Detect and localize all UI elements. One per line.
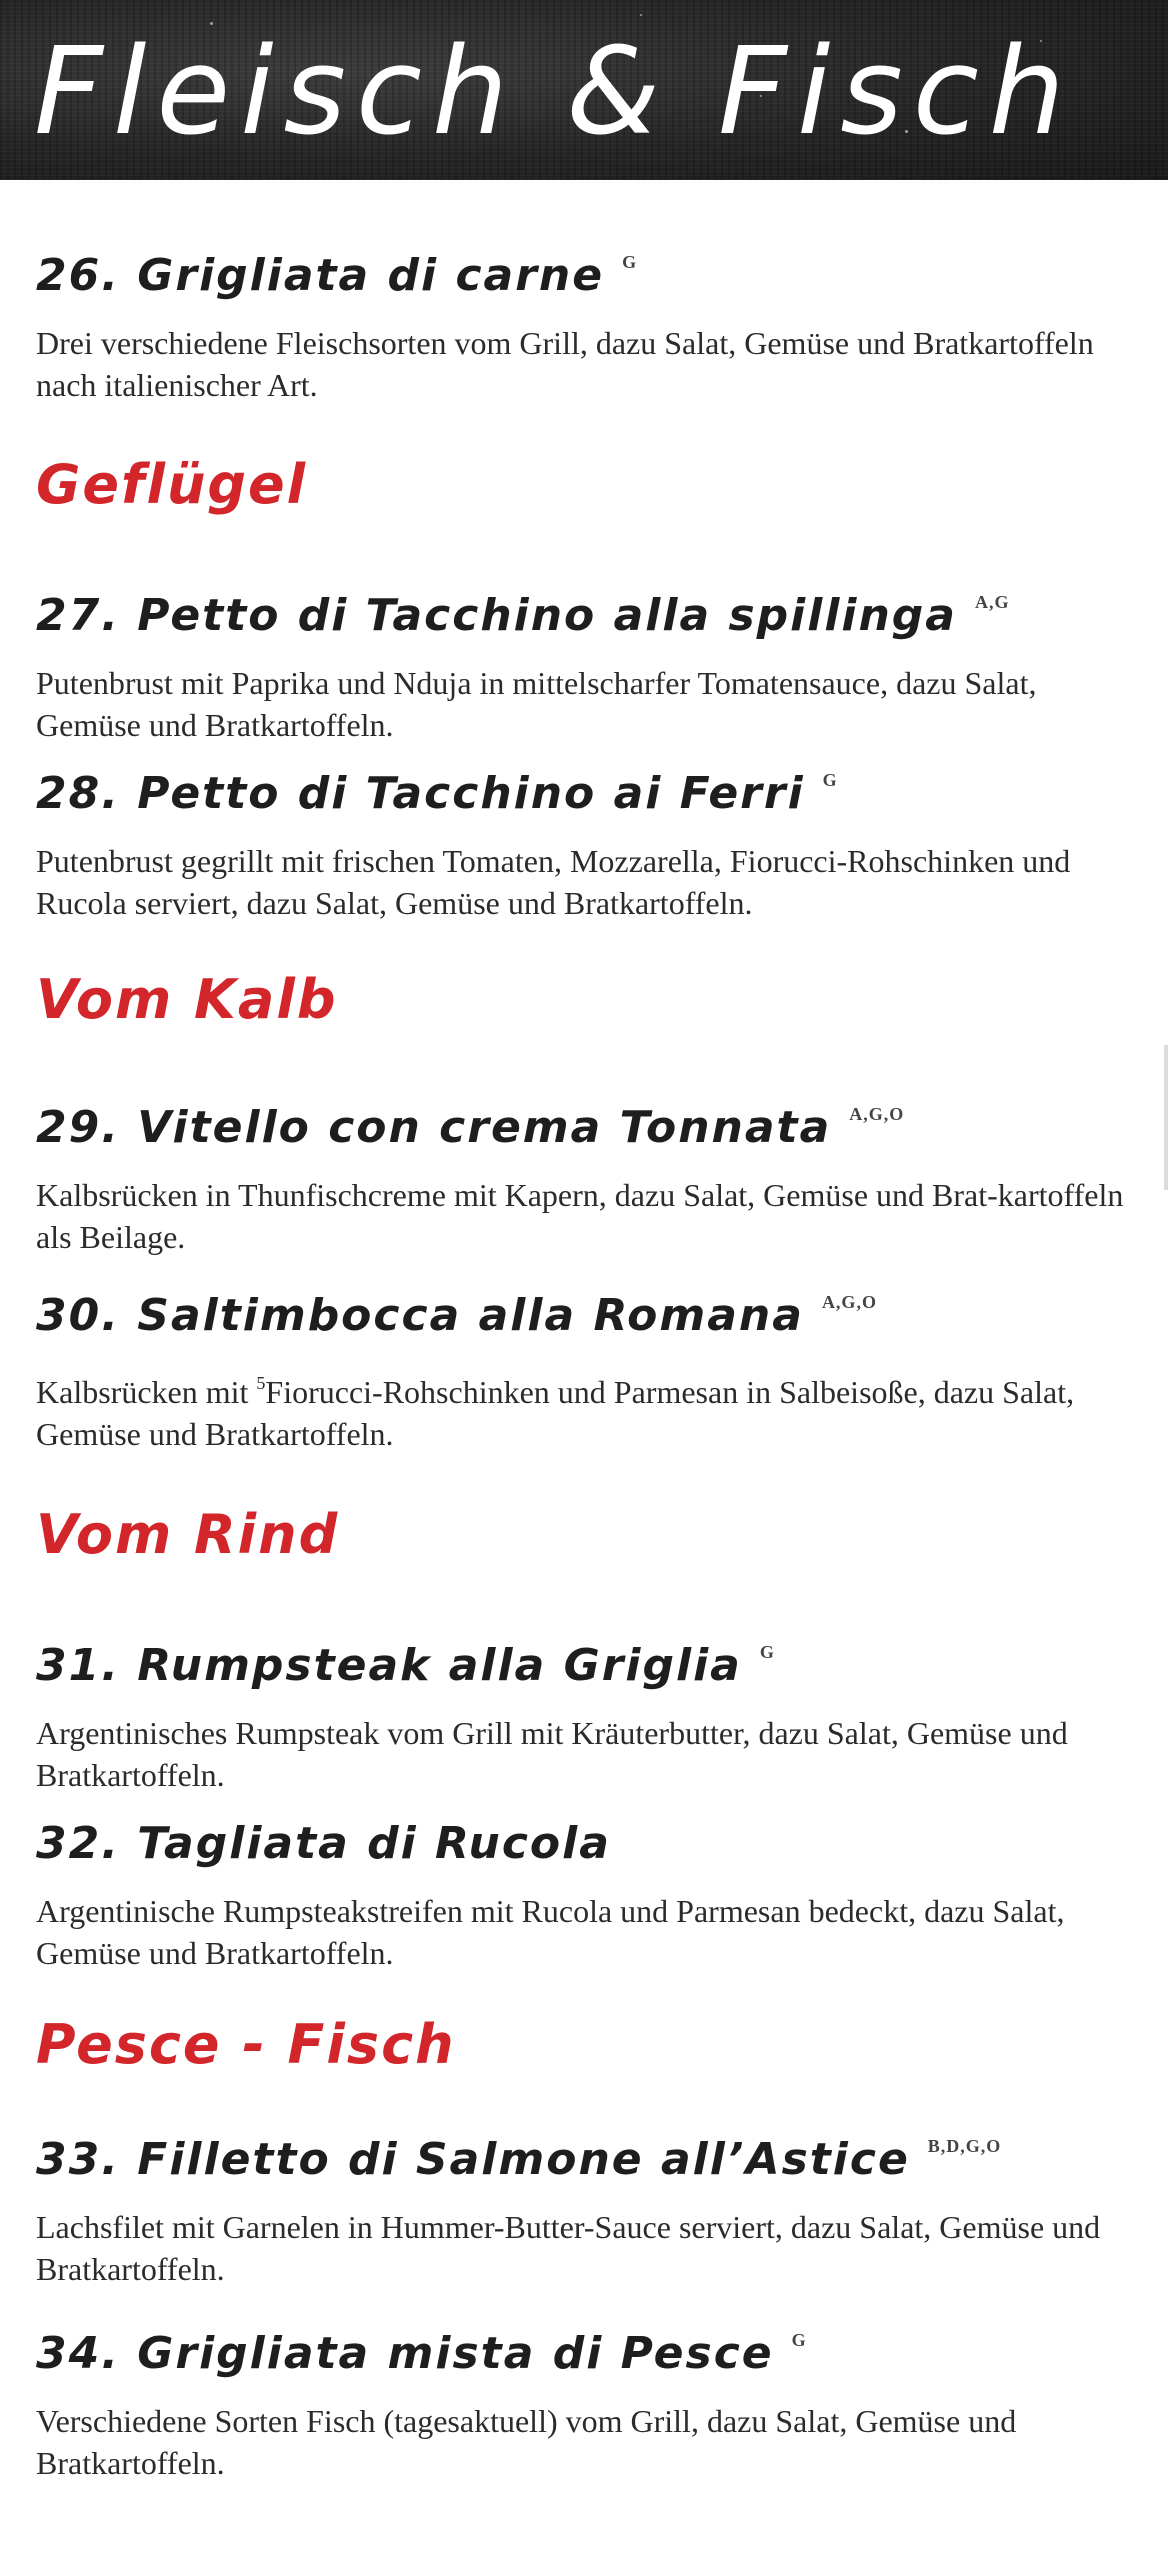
dish-description: Putenbrust mit Paprika und Nduja in mittelscharfer Tomatensauce, dazu Salat, Gemüse und Bratkartoffeln. [36, 665, 1037, 743]
dish-name: 31. Rumpsteak alla Griglia [36, 1640, 742, 1691]
allergen-codes: B,D,G,O [927, 2136, 1002, 2156]
section-title-gefluegel: Geflügel [36, 453, 308, 516]
dish-description: Verschiedene Sorten Fisch (tagesaktuell) vom Grill, dazu Salat, Gemüse und Bratkartoffeln. [36, 2403, 1017, 2481]
dish-title [36, 1082, 1146, 1160]
allergen-codes: A,G [975, 592, 1010, 612]
dish-title [36, 1270, 1146, 1348]
allergen-codes: G [622, 252, 638, 272]
dish-name: 26. Grigliata di carne [36, 250, 605, 301]
menu-item [36, 2308, 1146, 2484]
dish-title [36, 2308, 1146, 2386]
page-edge-divider [1164, 1045, 1168, 1190]
dish-description: Kalbsrücken in Thunfischcreme mit Kapern, dazu Salat, Gemüse und Brat-kartoffeln als Beilage. [36, 1177, 1124, 1255]
dish-name: 32. Tagliata di Rucola [36, 1818, 611, 1869]
dish-name: 33. Filletto di Salmone all’Astice [36, 2134, 910, 2185]
page-title: Fleisch & Fisch [34, 23, 1075, 162]
dish-name: 34. Grigliata mista di Pesce [36, 2328, 774, 2379]
dish-title [36, 1812, 1146, 1876]
dish-name: 28. Petto di Tacchino ai Ferri [36, 768, 805, 819]
dish-name: 27. Petto di Tacchino alla spillinga [36, 590, 957, 641]
menu-item [36, 230, 1146, 406]
dish-name: 30. Saltimbocca alla Romana [36, 1290, 804, 1341]
allergen-codes: A,G,O [821, 1292, 877, 1312]
dish-description: Putenbrust gegrillt mit frischen Tomaten, Mozzarella, Fiorucci-Rohschinken und Rucola serviert, dazu Salat, Gemüse und Bratkartoffeln. [36, 843, 1071, 921]
dish-description: Drei verschiedene Fleischsorten vom Grill, dazu Salat, Gemüse und Bratkartoffeln nach italienischer Art. [36, 325, 1094, 403]
menu-item [36, 1270, 1146, 1455]
dish-description: Lachsfilet mit Garnelen in Hummer-Butter-Sauce serviert, dazu Salat, Gemüse und Bratkartoffeln. [36, 2209, 1101, 2287]
dish-title [36, 230, 1146, 308]
section-title-rind: Vom Rind [36, 1503, 340, 1566]
allergen-codes: A,G,O [849, 1104, 905, 1124]
section-title-fisch: Pesce - Fisch [36, 2013, 456, 2076]
dish-name: 29. Vitello con crema Tonnata [36, 1102, 832, 1153]
menu-item [36, 1812, 1146, 1974]
dish-description: Argentinische Rumpsteakstreifen mit Rucola und Parmesan bedeckt, dazu Salat, Gemüse und Bratkartoffeln. [36, 1893, 1065, 1971]
menu-item [36, 2114, 1146, 2290]
dish-description: Argentinisches Rumpsteak vom Grill mit Kräuterbutter, dazu Salat, Gemüse und Bratkartoffeln. [36, 1715, 1068, 1793]
dish-title [36, 1620, 1146, 1698]
allergen-codes: G [791, 2330, 807, 2350]
menu-item [36, 748, 1146, 924]
footnote-marker: 5 [256, 1373, 266, 1393]
menu-item [36, 1620, 1146, 1796]
menu-item [36, 1082, 1146, 1258]
dish-title [36, 748, 1146, 826]
dish-title [36, 2114, 1146, 2192]
section-title-kalb: Vom Kalb [36, 968, 338, 1031]
header-banner [0, 0, 1168, 180]
menu-item [36, 570, 1146, 746]
dish-title [36, 570, 1146, 648]
allergen-codes: G [822, 770, 838, 790]
dish-description: Kalbsrücken mit $^5$Fiorucci-Rohschinken und Parmesan in Salbeisoße, dazu Salat, Gemüse und Bratkartoffeln. [36, 1373, 1075, 1452]
allergen-codes: G [759, 1642, 775, 1662]
